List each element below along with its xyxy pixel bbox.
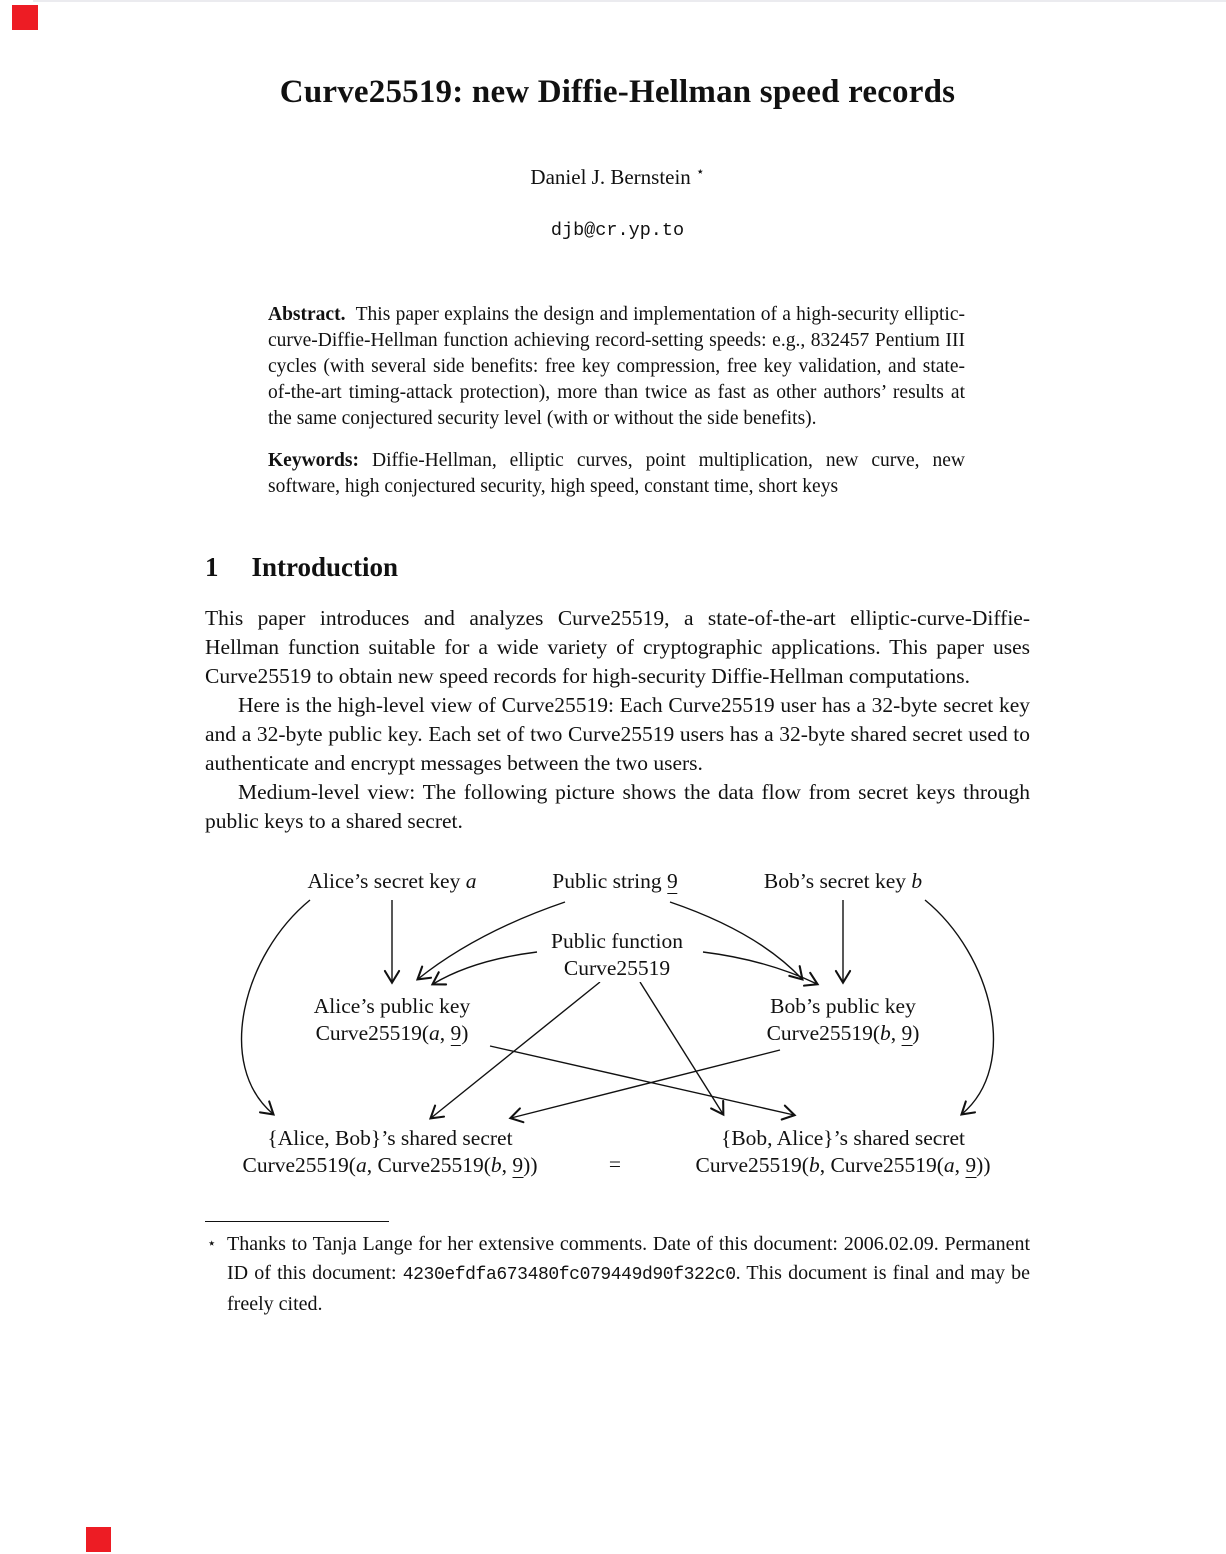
public-function-line2: Curve25519 [563,956,671,980]
formula-text: Curve25519( [830,1153,944,1177]
arrow-public-function-to-bob-public [703,952,817,984]
var-b: b [880,1021,891,1045]
paragraph-intro-3: Medium-level view: The following picture shows the data flow from secret keys through public keys to a shared secret. [205,780,1030,833]
arrow-public-string-to-bob-public [670,902,802,979]
bob-secret-label: Bob’s secret key [763,869,912,893]
abstract-label: Abstract. [268,304,346,325]
keywords-label: Keywords: [268,450,359,471]
shared-right-title: {Bob, Alice}’s shared secret [721,1126,965,1150]
var-a: a [429,1021,440,1045]
node-bob-secret-key [761,868,925,895]
formula-text: , [501,1153,513,1177]
paragraph-intro-2: Here is the high-level view of Curve25519: Each Curve25519 user has a 32-byte secret key and a 32-byte public key. Each set of two Curve25519 users has a 32-byte shared secret used to authenticate and encrypt messages between the two users. [205,693,1030,775]
section-number: 1 [205,552,219,582]
formula-text: )) [523,1153,538,1177]
node-bob-public-key [764,993,923,1047]
section-heading [205,550,1030,584]
keywords-text: Diffie-Hellman, elliptic curves, point multiplication, new curve, new software, high conjectured security, high speed, constant time, short keys [268,450,966,497]
var-a: a [355,1153,367,1177]
public-function-line1: Public function [551,929,683,953]
section-title: Introduction [251,552,399,582]
footnote [205,1230,1030,1319]
arrow-public-string-to-alice-public [418,902,565,979]
shared-left-title: {Alice, Bob}’s shared secret [267,1126,513,1150]
dataflow-diagram [205,860,1030,1190]
formula-text: Curve25519( [377,1153,491,1177]
author-line [205,164,1030,190]
red-annotation-marker-bottom [86,1527,111,1552]
arrow-public-function-to-shared-secret-right [640,982,723,1114]
shared-left-formula [243,1152,538,1179]
footnote-marker: ⋆ [207,1236,217,1252]
bob-public-title: Bob’s public key [770,994,916,1018]
var-b: b [490,1153,502,1177]
footnote-rule [205,1221,389,1222]
formula-text: )) [976,1153,991,1177]
author-email: djb@cr.yp.to [550,220,685,241]
arrow-bob-secret-to-shared-secret-right [925,900,993,1114]
keywords-block [268,448,965,500]
node-alice-public-key [311,993,473,1047]
formula-text: , [366,1153,378,1177]
formula-text: , [819,1153,831,1177]
formula-text: ) [912,1021,920,1045]
public-string-label: Public string [552,869,667,893]
underlined-nine: 9 [512,1153,524,1177]
paper-content-column [205,0,1030,1319]
formula-text: , [439,1021,451,1045]
underlined-nine: 9 [450,1021,462,1045]
formula-text: ) [461,1021,469,1045]
formula-text: , [890,1021,902,1045]
var-a: a [465,869,477,893]
bob-public-formula [767,1020,920,1047]
formula-text: Curve25519( [766,1021,881,1045]
footnote-text-after-id: . This document is final and may be freely cited. [227,1262,1030,1315]
paper-title: Curve25519: new Diffie-Hellman speed records [279,74,956,110]
node-alice-secret-key [305,868,480,895]
formula-text: Curve25519( [695,1153,809,1177]
node-public-function [548,928,686,982]
formula-text: , [954,1153,966,1177]
abstract-text: This paper explains the design and implementation of a high-security elliptic-curve-Diffie-Hellman function achieving record-setting speeds: e.g., 832457 Pentium III cycles (with several side benefits: free key compression, free key validation, and state-of-the-art timing-attack protection), more than twice as fast as other authors’ results at the same conjectured security level (with or without the side benefits). [268,304,965,429]
abstract-block [268,302,965,432]
arrow-alice-public-to-shared-secret-right [490,1046,794,1115]
author-name: Daniel J. Bernstein [530,165,691,189]
equals-sign: = [606,1151,624,1178]
formula-text: Curve25519( [242,1153,356,1177]
paragraph-intro-1: This paper introduces and analyzes Curve25519, a state-of-the-art elliptic-curve-Diffie-Hellman function suitable for a wide variety of cryptographic applications. This paper uses Curve25519 to obtain new speed records for high-security Diffie-Hellman computations. [205,606,1030,688]
var-b: b [808,1153,820,1177]
node-shared-secret-right [693,1125,994,1179]
alice-secret-label: Alice’s secret key [307,869,466,893]
red-annotation-marker-top [12,5,38,30]
arrow-alice-secret-to-shared-secret-left [242,900,310,1114]
alice-public-formula [314,1020,470,1047]
var-b: b [911,869,923,893]
author-footnote-marker: ⋆ [695,165,705,180]
underlined-nine: 9 [965,1153,977,1177]
alice-public-title: Alice’s public key [313,994,471,1018]
var-a: a [943,1153,955,1177]
node-shared-secret-left [240,1125,541,1179]
footnote-permanent-id: 4230efdfa673480fc079449d90f322c0 [402,1265,736,1285]
shared-right-formula [696,1152,991,1179]
public-string-value: 9 [666,869,678,893]
footnote-text-before-id: Thanks to Tanja Lange for her extensive comments. Date of this document: 2006.02.09. Permanent ID of this document: [227,1233,1030,1284]
node-public-string [549,868,680,895]
formula-text: Curve25519( [315,1021,430,1045]
underlined-nine: 9 [901,1021,913,1045]
